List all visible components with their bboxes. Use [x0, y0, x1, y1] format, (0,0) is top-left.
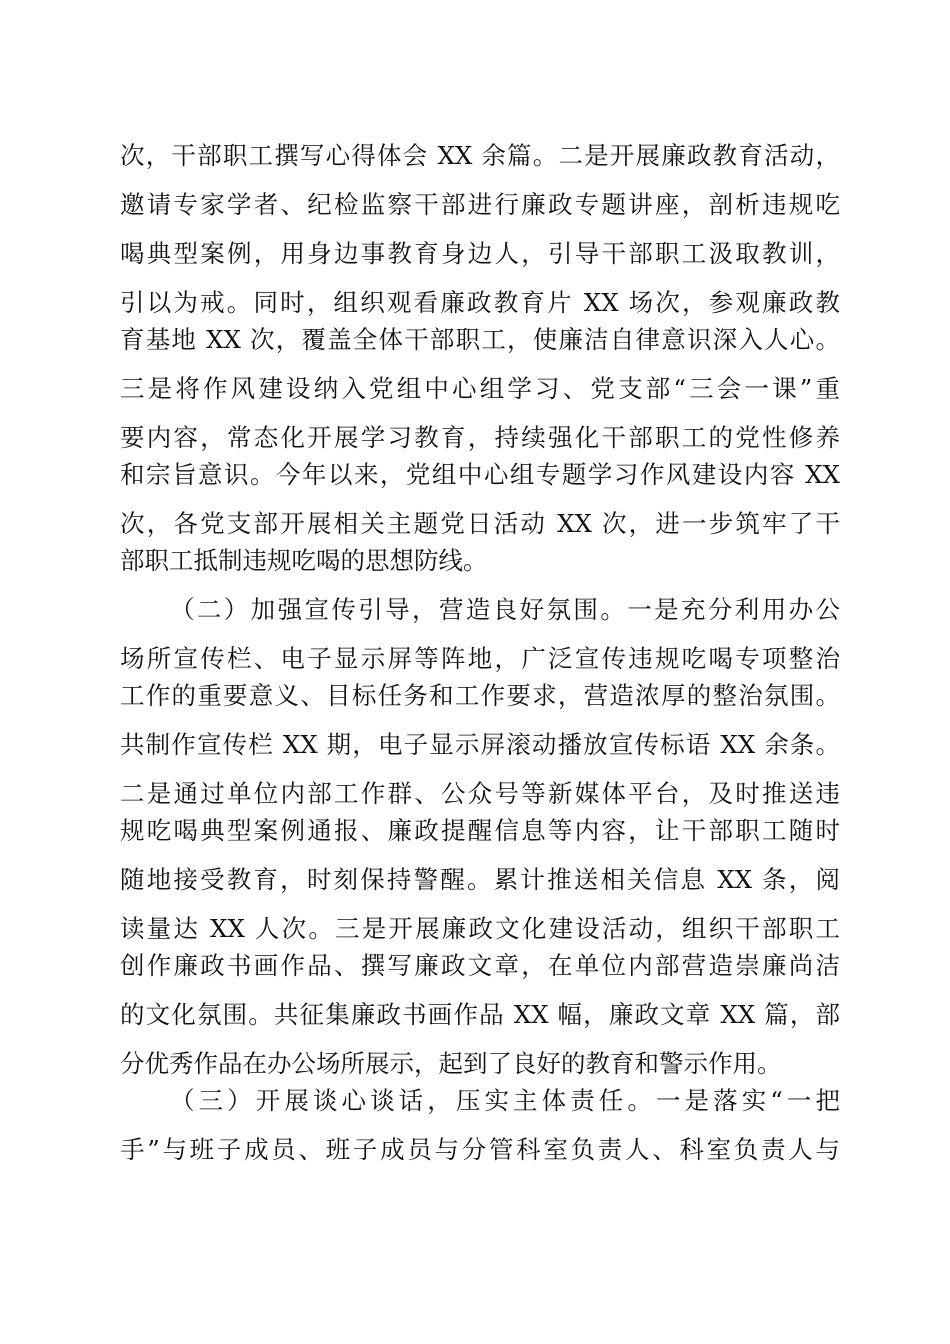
text-line: 分优秀作品在办公场所展示，起到了良好的教育和警示作用。 — [120, 1049, 782, 1078]
text-line: 要内容，常态化开展学习教育，持续强化干部职工的党性修养 — [120, 423, 840, 452]
text-line: 规吃喝典型案例通报、廉政提醒信息等内容，让干部职工随时 — [120, 816, 840, 845]
text-line: 读量达 XX 人次。三是开展廉政文化建设活动，组织干部职工 — [120, 914, 840, 943]
text-line: 育基地 XX 次，覆盖全体干部职工，使廉洁自律意识深入人心。 — [120, 325, 840, 354]
text-line: 场所宣传栏、电子显示屏等阵地，广泛宣传违规吃喝专项整治 — [120, 644, 840, 673]
text-line: 手”与班子成员、班子成员与分管科室负责人、科室负责人与 — [120, 1135, 840, 1164]
text-line: 随地接受教育，时刻保持警醒。累计推送相关信息 XX 条，阅 — [120, 865, 840, 894]
text-line: 共制作宣传栏 XX 期，电子显示屏滚动播放宣传标语 XX 余条。 — [120, 730, 840, 759]
text-line: 创作廉政书画作品、撰写廉政文章，在单位内部营造崇廉尚洁 — [120, 951, 840, 980]
section-heading-line: （三）开展谈心谈话，压实主体责任。一是落实“一把 — [170, 1086, 840, 1115]
text-line: 三是将作风建设纳入党组中心组学习、党支部“三会一课”重 — [120, 374, 840, 403]
text-line: 次，干部职工撰写心得体会 XX 余篇。二是开展廉政教育活动， — [120, 141, 840, 170]
text-line: 的文化氛围。共征集廉政书画作品 XX 幅，廉政文章 XX 篇，部 — [120, 1000, 840, 1029]
text-line: 喝典型案例，用身边事教育身边人，引导干部职工汲取教训， — [120, 239, 840, 268]
section-heading-line: （二）加强宣传引导，营造良好氛围。一是充分利用办公 — [170, 595, 840, 624]
text-line: 邀请专家学者、纪检监察干部进行廉政专题讲座，剖析违规吃 — [120, 190, 840, 219]
text-line: 引以为戒。同时，组织观看廉政教育片 XX 场次，参观廉政教 — [120, 288, 840, 317]
text-line: 工作的重要意义、目标任务和工作要求，营造浓厚的整治氛围。 — [120, 681, 840, 710]
text-line: 次，各党支部开展相关主题党日活动 XX 次，进一步筑牢了干 — [120, 509, 840, 538]
text-line: 和宗旨意识。今年以来，党组中心组专题学习作风建设内容 XX — [120, 460, 840, 489]
text-line: 二是通过单位内部工作群、公众号等新媒体平台，及时推送违 — [120, 779, 840, 808]
text-line: 部职工抵制违规吃喝的思想防线。 — [120, 546, 488, 575]
